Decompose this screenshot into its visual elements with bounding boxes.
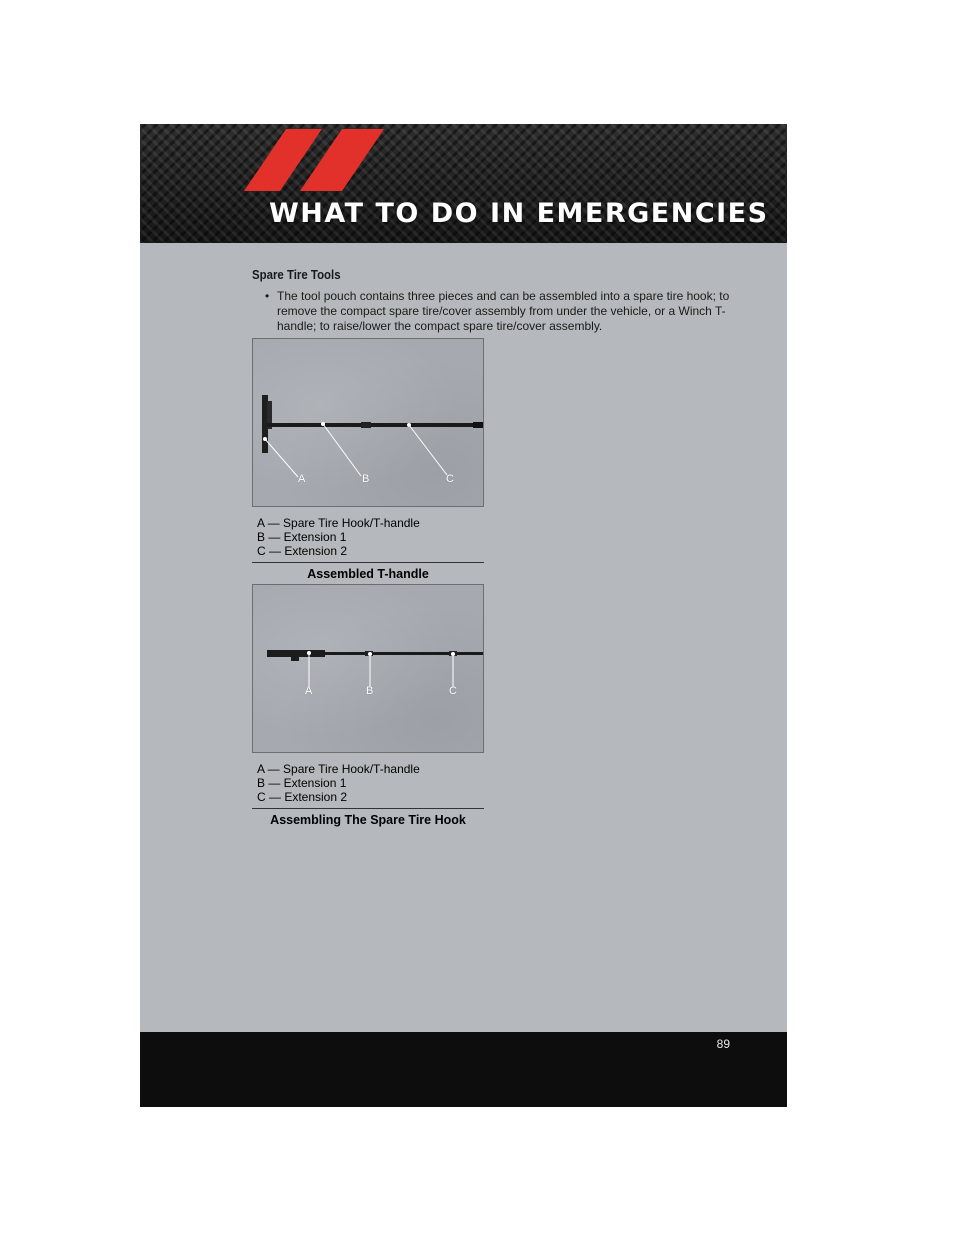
- figure-caption: Assembling The Spare Tire Hook: [270, 813, 466, 827]
- legend-item: A — Spare Tire Hook/T-handle: [257, 762, 420, 776]
- page-number: 89: [716, 1037, 730, 1051]
- chapter-title: WHAT TO DO IN EMERGENCIES: [269, 198, 769, 229]
- figure-legend: [257, 762, 484, 804]
- figure-legend: [257, 516, 484, 558]
- legend-item: B — Extension 1: [257, 530, 347, 544]
- figure-spare-tire-hook: [252, 584, 484, 827]
- callout-a: A: [298, 473, 306, 485]
- figure-assembled-t-handle: [252, 338, 484, 581]
- legend-item: C — Extension 2: [257, 544, 348, 558]
- bullet-dot: •: [265, 289, 270, 303]
- chapter-header: [140, 124, 787, 243]
- bullet-text: The tool pouch contains three pieces and can be assembled into a spare tire hook; to remove the compact spare tire/cover assembly from under the vehicle, or a Winch T-handle; to raise/lower the compact spare tire/cover assembly.: [277, 289, 730, 333]
- section-content: [252, 267, 732, 334]
- legend-item: A — Spare Tire Hook/T-handle: [257, 516, 420, 530]
- photo-spare-tire-hook: [252, 584, 484, 753]
- bullet-item: [265, 289, 737, 334]
- caption-divider: [252, 808, 484, 809]
- legend-item: B — Extension 1: [257, 776, 347, 790]
- callout-b: B: [362, 473, 370, 485]
- manual-page: [140, 124, 787, 1107]
- legend-item: C — Extension 2: [257, 790, 348, 804]
- callout-c: C: [446, 473, 454, 485]
- figure-caption: Assembled T-handle: [307, 567, 429, 581]
- spare-tire-hook-illustration: [253, 585, 483, 752]
- section-heading: Spare Tire Tools: [252, 267, 341, 282]
- callout-b: B: [366, 685, 374, 697]
- page-footer: [140, 1032, 787, 1107]
- brand-stripes-logo: [244, 129, 384, 191]
- caption-divider: [252, 562, 484, 563]
- callout-c: C: [449, 685, 457, 697]
- photo-assembled-t-handle: [252, 338, 484, 507]
- callout-a: A: [305, 685, 313, 697]
